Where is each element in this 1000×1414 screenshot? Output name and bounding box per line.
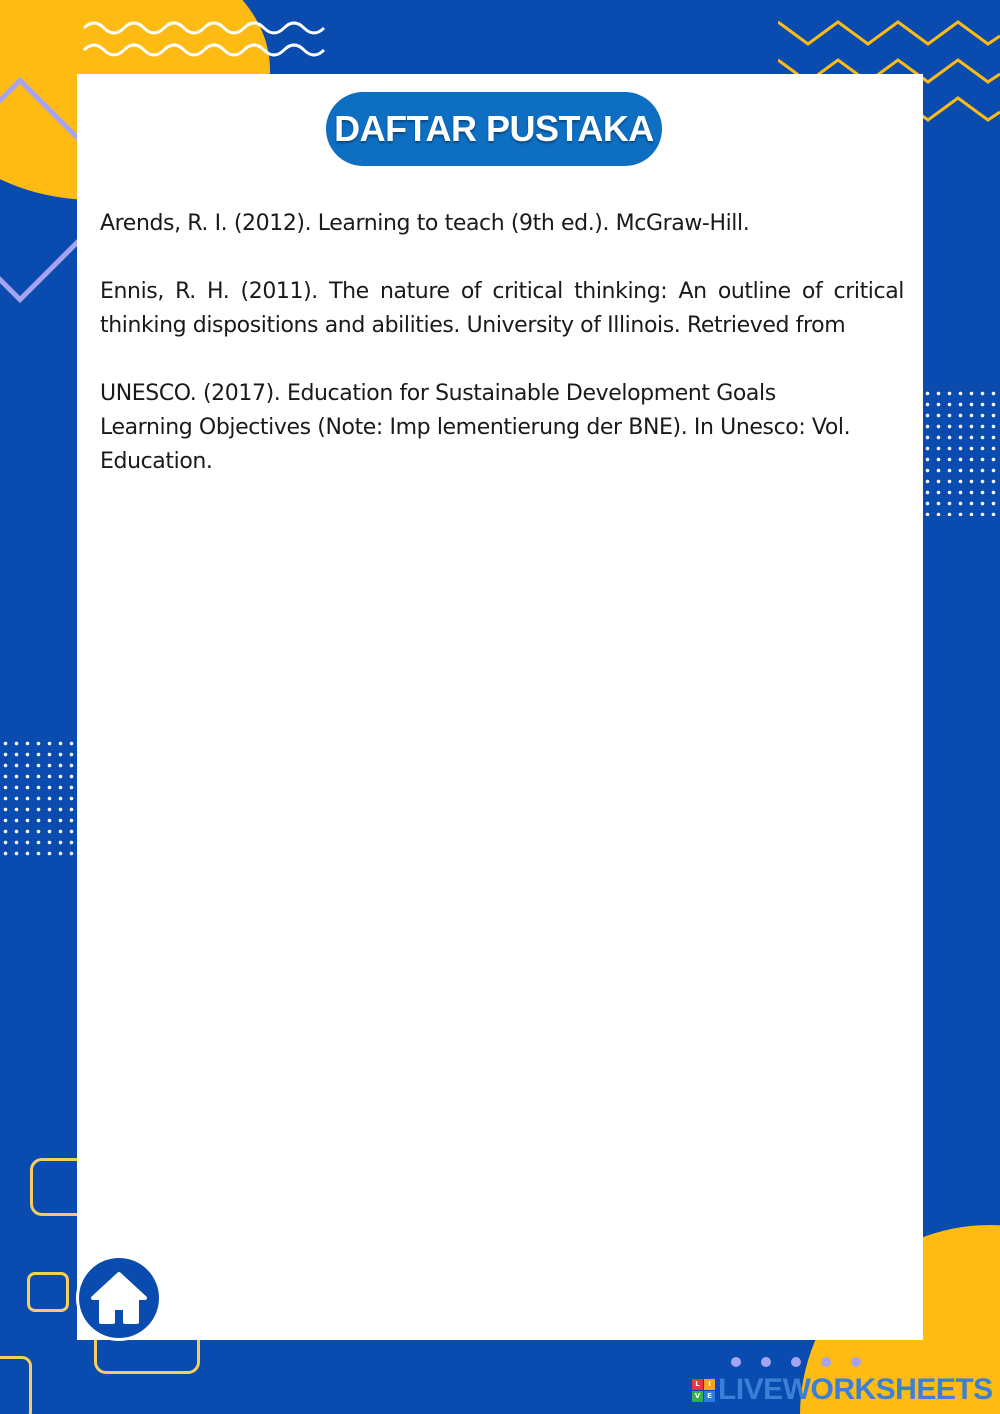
badge-letter: E [704,1391,715,1402]
badge-letter: I [704,1379,715,1390]
live-badge [692,1379,715,1402]
badge-letter: V [692,1391,703,1402]
wave-lines-decoration [82,14,332,64]
page-title: DAFTAR PUSTAKA [334,108,654,149]
rounded-rect-decoration [0,1356,32,1414]
dot-grid-decoration [0,738,74,862]
reference-item: Ennis, R. H. (2011). The nature of critical thinking: An outline of critical thinking dispositions and abilities. University of Illinois. Retrieved from [100,279,904,338]
title-pill [326,92,662,166]
watermark-dots-decoration [730,1356,870,1368]
reference-list [100,207,904,513]
reference-item: Arends, R. I. (2012). Learning to teach (9th ed.). McGraw-Hill. [100,211,750,236]
rounded-rect-decoration [27,1272,69,1312]
badge-letter: L [692,1379,703,1390]
home-icon [89,1270,149,1326]
reference-item: UNESCO. (2017). Education for Sustainable Development Goals Learning Objectives (Note: Imp lementierung der BNE). In Unesco: Vol. Education. [100,381,851,474]
liveworksheets-watermark [692,1374,993,1406]
home-button[interactable] [76,1255,162,1341]
dot-grid-decoration [922,388,1000,516]
content-card [77,74,923,1340]
watermark-text: LIVEWORKSHEETS [718,1373,993,1406]
